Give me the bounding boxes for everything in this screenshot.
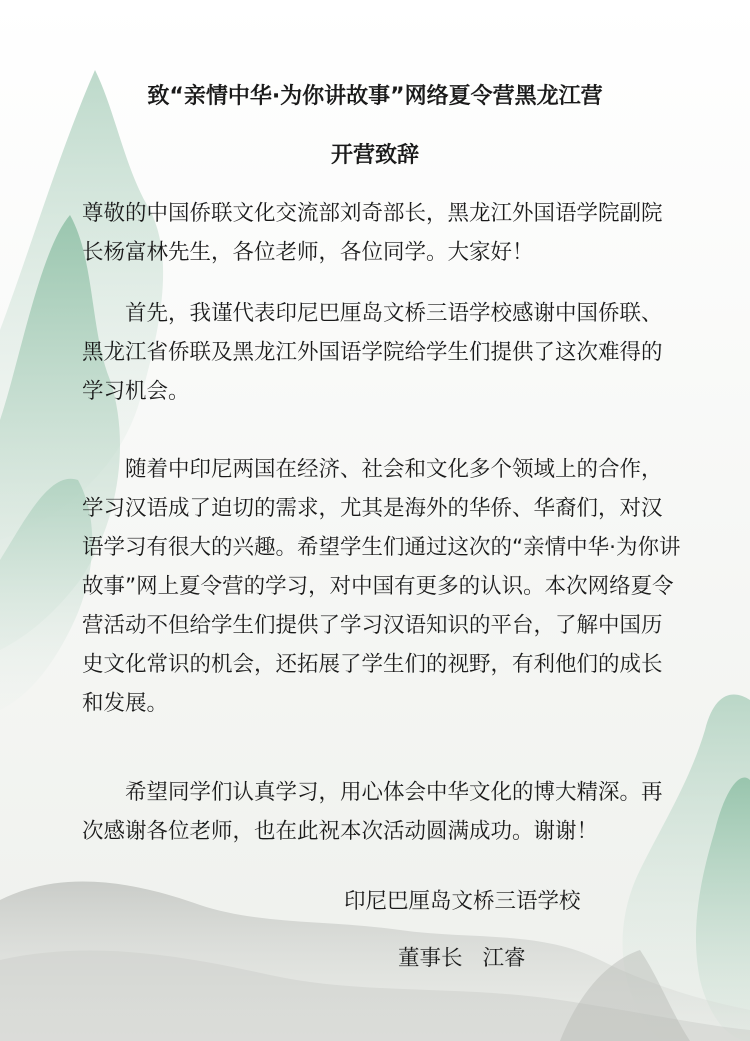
signature-person bbox=[398, 944, 526, 974]
greeting-paragraph: 尊敬的中国侨联文化交流部刘奇部长，黑龙江外国语学院副院长杨富林先生，各位老师，各位同学。大家好！ bbox=[82, 201, 663, 265]
document-title: 致“亲情中华·为你讲故事”网络夏令营黑龙江营 bbox=[147, 84, 603, 109]
document-subtitle: 开营致辞 bbox=[330, 143, 419, 168]
signature-role: 董事长 bbox=[398, 946, 463, 971]
body-paragraph-2: 随着中印尼两国在经济、社会和文化多个领域上的合作，学习汉语成了迫切的需求，尤其是海外的华侨、华裔们，对汉语学习有很大的兴趣。希望学生们通过这次的“亲情中华·为你讲故事”网上夏令营的学习，对中国有更多的认识。本次网络夏令营活动不但给学生们提供了学习汉语知识的平台，了解中国历史文化常识的机会，还拓展了学生们的视野，有利他们的成长和发展。 bbox=[82, 457, 681, 716]
signature-name: 江睿 bbox=[482, 946, 526, 971]
body-paragraph-3: 希望同学们认真学习，用心体会中华文化的博大精深。再次感谢各位老师，也在此祝本次活动圆满成功。谢谢！ bbox=[82, 780, 663, 844]
body-paragraph-1: 首先，我谨代表印尼巴厘岛文桥三语学校感谢中国侨联、黑龙江省侨联及黑龙江外国语学院给学生们提供了这次难得的学习机会。 bbox=[82, 301, 663, 404]
signature-school: 印尼巴厘岛文桥三语学校 bbox=[344, 889, 581, 914]
